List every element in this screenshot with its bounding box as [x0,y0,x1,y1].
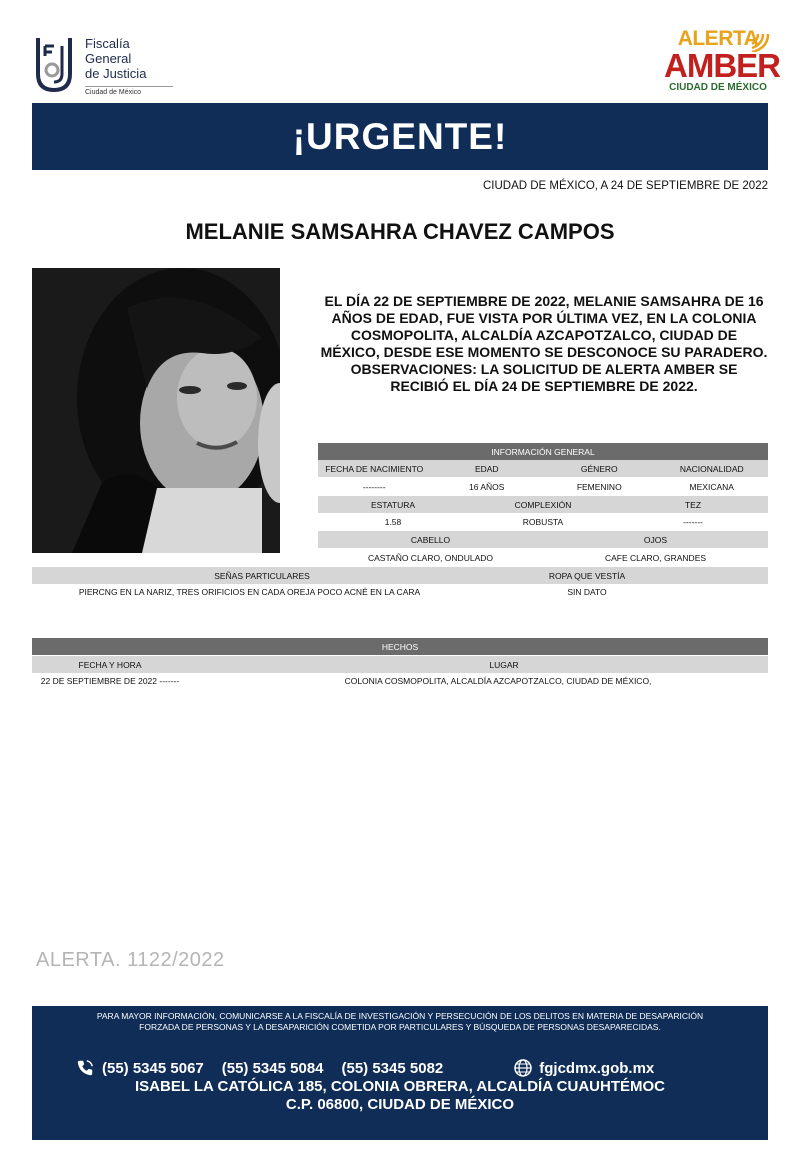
contact-phones [76,1058,726,1078]
header-birthdate: FECHA DE NACIMIENTO [325,463,424,474]
value-eyes: CAFE CLARO, GRANDES [604,552,707,563]
facts-title-row [32,638,768,655]
header-build: COMPLEXIÓN [514,499,572,510]
fgj-org-name: Fiscalía General de Justicia [85,36,147,81]
facts-title: HECHOS [381,641,419,652]
header-age: EDAD [474,463,499,474]
phone-number-3[interactable]: (55) 5345 5082 [341,1059,444,1077]
case-narrative: EL DÍA 22 DE SEPTIEMBRE DE 2022, MELANIE SAMSAHRA DE 16 AÑOS DE EDAD, FUE VISTA POR ÚLTIMA VEZ, EN LA COLONIA COSMOPOLITA, ALCALDÍA AZCAPOTZALCO, CIUDAD DE MÉXICO, DESDE ESE MOMENTO SE DESCONOCE SU PARADERO. OBSERVACIONES: LA SOLICITUD DE ALERTA AMBER SE RECIBIÓ EL DÍA 24 DE SEPTIEMBRE DE 2022. [320,293,768,394]
table-header-row [32,656,768,673]
phone-icon [76,1059,94,1077]
header-complexion: TEZ [684,499,702,510]
website-link[interactable]: fgjcdmx.gob.mx [539,1059,655,1077]
table-row [32,584,768,600]
amber-logo-line1: ALERTA [677,27,759,50]
value-distinguishing-marks: PIERCNG EN LA NARIZ, TRES ORIFICIOS EN CADA OREJA POCO ACNÉ EN LA CARA [78,587,421,597]
address-line2: C.P. 06800, CIUDAD DE MÉXICO [285,1096,515,1113]
value-place: COLONIA COSMOPOLITA, ALCALDÍA AZCAPOTZALCO, CIUDAD DE MÉXICO, [344,676,652,686]
value-hair: CASTAÑO CLARO, ONDULADO [367,552,493,563]
table-header-row [32,567,768,584]
value-birthdate: -------- [362,481,386,492]
alert-number: ALERTA. 1122/2022 [36,949,225,971]
date-line: CIUDAD DE MÉXICO, A 24 DE SEPTIEMBRE DE 2022 [482,180,768,192]
header-distinguishing-marks: SEÑAS PARTICULARES [214,570,310,581]
value-height: 1.58 [384,516,402,527]
urgent-banner: ¡URGENTE! [32,103,768,170]
header-clothing: ROPA QUE VESTÍA [548,570,626,581]
value-complexion: ------- [683,516,703,527]
value-nationality: MEXICANA [689,481,734,492]
missing-person-photo [32,268,280,553]
alerta-amber-logo [664,27,780,100]
header-nationality: NACIONALIDAD [679,463,744,474]
person-name: MELANIE SAMSAHRA CHAVEZ CAMPOS [185,219,615,244]
contact-footer [32,1006,768,1140]
table-row [318,549,768,566]
value-date-time: 22 DE SEPTIEMBRE DE 2022 ------- [40,676,180,686]
fgj-emblem-icon [32,34,76,94]
value-clothing: SIN DATO [567,587,607,597]
footer-info-line2: FORZADA DE PERSONAS Y LA DESAPARICIÓN COMETIDA POR PARTICULARES Y BÚSQUEDA DE PERSONAS DESAPARECIDAS. [139,1022,661,1032]
table-header-row [318,460,768,477]
table-row [32,673,768,689]
table-header-row [318,531,768,548]
value-build: ROBUSTA [522,516,564,527]
header-date-time: FECHA Y HORA [78,659,142,670]
table-row [318,478,768,495]
value-gender: FEMENINO [576,481,622,492]
header-eyes: OJOS [643,534,668,545]
footer-info [32,1011,768,1033]
fgj-subtitle: Ciudad de México [85,86,173,96]
value-age: 16 AÑOS [469,481,505,492]
amber-logo-line3: CIUDAD DE MÉXICO [669,82,767,93]
signal-waves-icon [748,30,770,52]
header-place: LUGAR [489,659,519,670]
footer-info-line1: PARA MAYOR INFORMACIÓN, COMUNICARSE A LA FISCALÍA DE INVESTIGACIÓN Y PERSECUCIÓN DE LOS DELITOS EN MATERIA DE DESAPARICIÓN [96,1011,704,1021]
header-hair: CABELLO [410,534,451,545]
fgj-logo [32,34,172,98]
header-gender: GÉNERO [580,463,618,474]
header-height: ESTATURA [370,499,416,510]
phone-number-2[interactable]: (55) 5345 5084 [221,1059,324,1077]
globe-icon [513,1058,533,1078]
amber-logo-line2: AMBER [664,47,780,84]
portrait-image [32,268,280,553]
table-row [318,513,768,530]
general-info-title-row [318,443,768,460]
phone-number-1[interactable]: (55) 5345 5067 [102,1059,204,1077]
general-info-title: INFORMACIÓN GENERAL [491,446,595,457]
table-header-row [318,496,768,513]
address-line1: ISABEL LA CATÓLICA 185, COLONIA OBRERA, ALCALDÍA CUAUHTÉMOC [134,1078,665,1095]
